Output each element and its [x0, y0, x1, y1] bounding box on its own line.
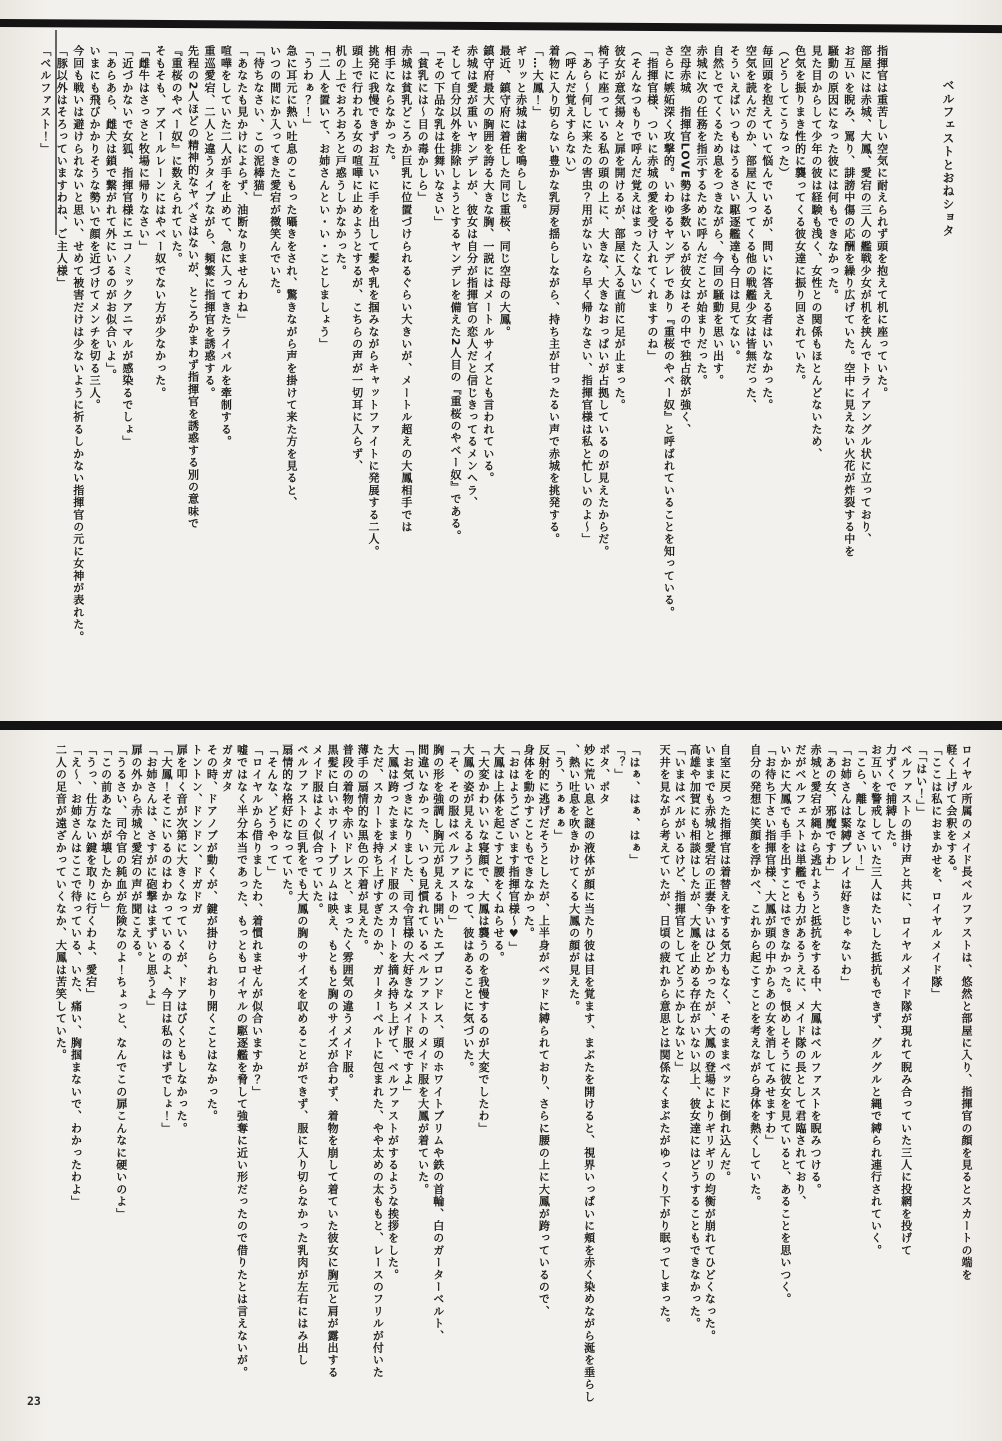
text-line: 二人の足音が遠ざかっていくなか、大鳳は苦笑していた。 — [54, 744, 68, 1062]
text-line: 赤城は愛が重いヤンデレが、彼女は自分が指揮官の恋人だと信じきってるメンヘラ、 — [465, 45, 479, 509]
text-line: 「あなたも見かけによらず、油断なりませんわね」 — [235, 45, 249, 326]
text-line: 妙に荒い息と謎の液体が顔に当たり彼は目を覚ます、まぶたを開けると、視界いっぱいに頬を赤く染めながら涎を垂らし — [582, 744, 596, 1403]
text-line: ベルファストの巨乳をでも大鳳の胸のサイズを収めることができず、服に入り切らなかった乳肉が左右にはみ出し — [295, 744, 309, 1367]
text-line: 自分の発想に笑顔を浮かべ、これから起こすことを考えながら身体を熱くしていた。 — [748, 744, 762, 1208]
text-line: 最近、鎮守府に着任した同じ重桜、同じ空母の大鳳。 — [498, 45, 512, 338]
text-line: 身体を動かすこともできなかった。 — [522, 744, 536, 940]
text-line: 「大鳳！そこにいるのはわかっているのよ、今日は私のはずでしょ！」 — [160, 744, 174, 1135]
text-line: 軽く上げて会釈をする。 — [944, 744, 958, 879]
text-line: 「二人を置いて、お姉さんとい・い・ことしましょう」 — [317, 45, 331, 350]
text-line: （呼んだ覚えすらない） — [563, 45, 577, 180]
text-line: 「おはようございます指揮官様～♥」 — [507, 744, 521, 954]
text-line: 自室に戻った指揮官は着替えをする気力もなく、そのままベッドに倒れ込んだ。 — [718, 744, 732, 1184]
text-line: 空気を読んだのか、部屋に入ってくる他の戦艦少女は皆無だった、 — [744, 45, 758, 411]
text-line: 「その下品な乳は仕舞いなさい」 — [432, 45, 446, 228]
text-line: 見た目からして少年の彼は経験も浅く、女性との関係もほとんどないため、 — [809, 45, 823, 460]
text-line: そもそも、アズールレーンにはやベー奴でない方が少なかった。 — [153, 45, 167, 399]
text-line: 喧嘩をしていた二人が手を止めて、急に入ってきたライバルを牽制する。 — [219, 45, 233, 448]
text-line: 「この前あなたが壊したから」 — [99, 744, 113, 915]
text-line: 先程の2人ほどの精神的なヤバさはないが、ところかまわず指揮官を誘惑する別の意味で — [186, 45, 200, 530]
text-line: そういえばいつもはうるさい駆逐艦達も今日は見てない。 — [727, 45, 741, 363]
text-line: 重巡愛宕、二人と違うタイプながら、頻繁に指揮官を誘惑する。 — [202, 45, 216, 399]
text-line: 部屋には赤城、大鳳、愛宕の三人の艦戦少女が机を挟んでトライアングル状に立っており、 — [859, 45, 873, 546]
text-line: 「あら～何しに来たの害虫？用がないなら早く帰りなさい、指揮官様は私と忙しいのよ～」 — [580, 45, 594, 546]
text-line: ベルファストの掛け声と共に、ロイヤルメイド隊が現れて睨み合っていた三人に投網を投げて — [899, 744, 913, 1257]
text-line: 着物に入り切らない豊かな乳房を揺らしながら、持ち主が甘ったるい声で赤城を挑発する。 — [547, 45, 561, 546]
text-line: 今回も戦いは避けられないと思い、せめて被害だけは少ないように祈るしかない指揮官の元に女神が表れた。 — [71, 45, 85, 643]
text-line: 『重桜のやベー奴』に数えられていた。 — [170, 45, 184, 265]
text-line: いつの間にか入ってきた愛宕が微笑んでいた。 — [268, 45, 282, 302]
text-line: ロイヤル所属のメイド長ベルファストは、悠然と部屋に入り、指揮官の顔を見るとスカートの端を — [960, 744, 973, 1281]
text-line: 「大変かわいいな寝顔で、大鳳は襲うのを我慢するのが大変でしたわ」 — [477, 744, 490, 1135]
text-line: 「お待ち下さい指揮官様、大鳳が頭の中からあの女を消してみせますわ」 — [763, 744, 777, 1147]
text-line: 赤城に次の任務を指示するために呼んだことが始まりだった。 — [695, 45, 709, 387]
text-line: だがベルフェストは単艦でも力があるうえに、メイド隊の長として君臨されており、 — [793, 744, 807, 1208]
text-line: 「近づかないで女狐、指揮官様にエコノミックアニマルが感染るでしょ」 — [120, 45, 134, 448]
text-line: 色気を振りまき性的に襲ってくる彼女達に振り回されていた。 — [793, 45, 807, 387]
text-line: 高雄や加賀にも相談はしたが、大鳳を止める存在がいない以上、彼女達にはどうすることもできなかった。 — [688, 744, 702, 1330]
text-line: さらに嫉妬深く攻撃的。いわゆるヤンデレであり『重桜のやベー奴』と呼ばれていることを知っている。 — [662, 45, 676, 619]
text-line: 大鳳の姿が見えるようになって、彼はあることに気づいた。 — [461, 744, 475, 1074]
top-border-rule — [0, 19, 1002, 33]
text-line: 鎮守府最大の胸囲を誇る大きな胸、一説にはメートルサイズとも言われている。 — [481, 45, 495, 485]
text-line: 間違いなかった、いつも見慣れているベルファストのメイド服を大鳳が着ていた。 — [416, 744, 430, 1196]
text-line: 天井を見ながら考えていたが、日頃の疲れから意思とは関係なくまぶたがゆっくり下がり眠ってしまった。 — [658, 744, 672, 1330]
story-title: ベルフェストとおねショタ — [941, 79, 955, 238]
text-line: 大鳳は上体を起こすと腰をくねらせる。 — [492, 744, 506, 964]
text-line: 「うわぁ？！」 — [301, 45, 315, 131]
text-line: 普段の着物や赤いドレスと、まったく雰囲気の違うメイド服。 — [341, 744, 355, 1086]
text-line: 「そんな、どうやって」 — [265, 744, 279, 879]
text-line: 指揮官は重苦しい空気に耐えられず頭を抱えて机に座っていた。 — [875, 45, 889, 399]
text-line: 「豚以外はそろっていますわね、ご主人様」 — [55, 45, 69, 289]
text-line: 「あの女、邪魔ですわ」 — [824, 744, 838, 879]
text-line: 頭上で行われる女の喧嘩に止めようとするが、こちらの声が一切耳に入らず、 — [350, 45, 364, 472]
blank-line — [733, 744, 748, 1426]
text-line: そして自分以外を排除しようとするヤンデレを備えた2人目の『重桜のやベー奴』である。 — [449, 45, 463, 542]
text-line: 「ロイヤルから借りましたわ、着慣れませんが似合いますか？」 — [250, 744, 264, 1098]
text-line: 「貧乳には～目の毒かしら」 — [416, 45, 430, 204]
blank-line — [642, 744, 657, 1426]
bottom-text-block — [32, 744, 974, 1426]
text-line: トントン、ドンドン、ドガドガ — [190, 744, 204, 915]
text-line: 「「はい！」」 — [914, 744, 928, 819]
text-line: 空母赤城 指揮官LOVE勢は多数いるが彼女はその中で独占欲が強く、 — [678, 45, 692, 436]
text-line: ただ、スカートを持ち上げすぎたのか、ガーターベルトに包まれた、やや太めの太ももと、レースのフリルが付いた — [371, 744, 385, 1379]
text-line: 「ベルファスト！」 — [38, 45, 52, 155]
section-divider-rule — [0, 721, 1002, 730]
text-line: ギリッと赤城は歯を鳴らした。 — [514, 45, 528, 216]
text-line: メイド服はよく似合っていた。 — [310, 744, 324, 915]
text-line: いかに大鳳でも手を出すことはできなかった。恨めしそうに彼女を見ていると、あることを思いつく。 — [778, 744, 792, 1306]
text-line: 「…大鳳！」 — [531, 45, 545, 119]
text-line: （どうしてこうなった） — [777, 45, 791, 180]
text-line: 「はぁ、はぁ、はぁ」 — [627, 744, 641, 866]
text-line: 「うっ、仕方ない鍵を取りに行くわよ、愛宕」 — [84, 744, 98, 1001]
text-line: （そんなつもりで呼んだ覚えはまったくない） — [629, 45, 643, 302]
text-line: 「ここは私におまかせを、ロイヤルメイド隊」 — [929, 744, 943, 1001]
text-line: 扇情的な格好になっていた。 — [280, 744, 294, 903]
text-line: お互いを警戒していた三人はたいした抵抗もできず、グルグルと縄で縛られ連行されていく。 — [869, 744, 883, 1257]
text-line: 「あらあら、雌犬は鎖で繋がれて外にいるのがお似合いよ」。 — [104, 45, 118, 382]
top-text-block — [38, 45, 956, 669]
text-line: 赤城は貧乳どころか巨乳に位置づけられるぐらい大きいが、メートル超えの大鳳相手では — [399, 45, 413, 533]
text-line: 、熱い吐息を吹きかけてくる大鳳の顔が見えた。 — [567, 744, 581, 1013]
text-line: 反射的に逃げだそうとしたが、上半身がベッドに縛られており、さらに腰の上に大鳳が跨っているので、 — [537, 744, 551, 1318]
text-line: 「そ、その服はベルファストの」 — [446, 744, 460, 927]
text-line: いままでも赤城と愛宕の正妻争いはひどかったが、大鳳の登場によりギリギリの均衡が崩れてひどくなった。 — [703, 744, 717, 1342]
text-line: いまにも飛びかかりそうな勢いで顔を近づけてメンチを切る三人。 — [88, 45, 102, 411]
text-line: 「うるさい、司令官の純血が危険なのよ！ちょっと、なんでこの扉こんなに硬いのよ」 — [114, 744, 128, 1220]
text-line: 「う、うぁぁぁ」 — [552, 744, 566, 842]
text-line: 「いまはベルがいるけど、指揮官としてどうにかしないと」 — [673, 744, 687, 1074]
text-line: 大鳳は跨ったままメイド服のスカートを摘み持ち上げて、ベルファストがするような挨拶をした。 — [386, 744, 400, 1281]
text-line: 「？」 — [612, 744, 626, 781]
text-line: 「待ちなさい、この泥棒猫」 — [252, 45, 266, 204]
text-line: 「こら、離しなさい！」 — [854, 744, 868, 879]
text-line: 自然とでてくるため息をつきながら、今回の騒動を思い出す。 — [711, 45, 725, 387]
text-line: 力ずくで捕縛した。 — [884, 744, 898, 854]
text-line: 相手にならなかった。 — [383, 45, 397, 167]
text-line: 扉の外から赤城と愛宕の声が聞こえる。 — [129, 744, 143, 964]
text-line: 「指揮官様、ついに赤城の愛を受け入れてくれますのね」 — [645, 45, 659, 363]
text-line: 毎回頭を抱えていて悩んでいるが、問いに答える者はいなかった。 — [760, 45, 774, 411]
text-line: お互いを睨み、罵り、誹謗中傷の応酬を繰り広げていた。空中に見えない火花が炸裂する中を — [842, 45, 856, 558]
text-line: 彼女が意気揚々と扉を開けるが、部屋に入る直前に足が止まった。 — [613, 45, 627, 411]
text-line: 椅子に座っている私の頭の上に、大きな、大きなおっぱいが占拠しているのが見えたからだ。 — [596, 45, 610, 558]
text-line: 机の上でおろおろと戸惑うしかなかった。 — [334, 45, 348, 277]
text-line: 「雌牛はさっさと牧場に帰りなさい」 — [137, 45, 151, 253]
text-line: 薄手の扇情的な黒色の下着が見えた。 — [356, 744, 370, 952]
text-line: ガタガタ — [220, 744, 234, 793]
text-line: ポタ、ポタ — [597, 744, 611, 805]
text-line: 「お気づきになりました、司令官様の大好きなメイド服ですよ」 — [401, 744, 415, 1098]
text-line: 「お姉さんは、さすがに砲撃はまずいと思うよ」 — [144, 744, 158, 1013]
text-line: 嘘ではなく半分本当であった、もっともロイヤルの駆逐艦を脅して強奪に近い形だったので借りたとは言えないが。 — [235, 744, 249, 1379]
text-line: 急に耳元に熱い吐息のこもった囁きをされ、驚きながら声を掛けて来た方を見ると、 — [284, 45, 298, 509]
text-line: 「お姉さんは緊縛プレイは好きじゃないわ」 — [839, 744, 853, 988]
page-number: 23 — [27, 1394, 41, 1408]
text-line: その時、ドアノブが動くが、鍵が掛けられおり開くことはなかった。 — [205, 744, 219, 1123]
text-line: 騒動の原因になった彼には何もできなかった。 — [826, 45, 840, 302]
text-line: 赤城と愛宕が縄から逃れようと抵抗をする中、大鳳はベルファストを睨みつける。 — [809, 744, 823, 1196]
text-line: 挑発に我慢できずお互いに手を出して髪や乳を掴みながらキャットファイトに発展する二人。 — [367, 45, 380, 558]
text-line: 黒髪に白いホワイトブリムは映え、もともと胸のサイズが合わず、着物を崩して着ていた彼女に胸元と肩が露出する — [326, 744, 340, 1379]
text-line: 扉を叩く音が次第に大きくなっていくが、ドアはびくともしなかった。 — [175, 744, 189, 1135]
text-line: 「え～、お姉さんはここで待っている、いた、痛い、胸掴まないで、わかったわよ」 — [69, 744, 83, 1208]
text-line: 胸の形を強調し胸元が見える開いたエプロンドレス、頭のホワイトブリムや鉄の首輪、白のガーターベルト、 — [431, 744, 445, 1342]
